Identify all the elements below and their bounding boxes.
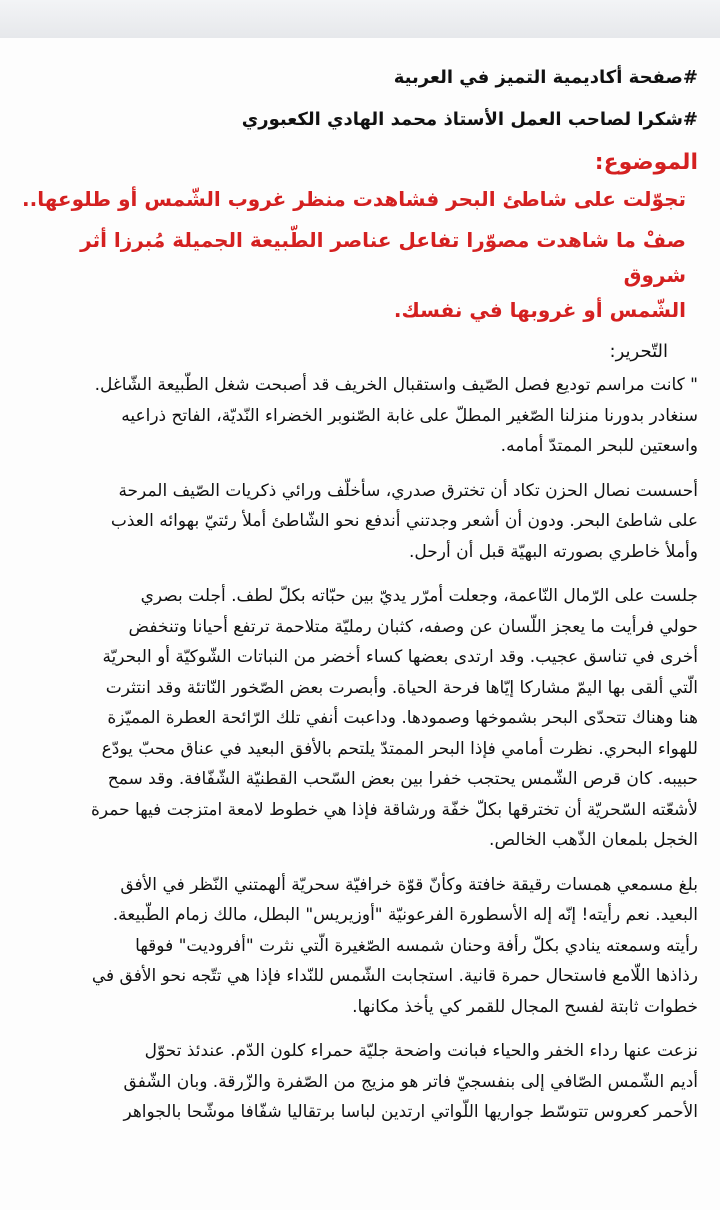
paragraph-line: أخرى في تناسق عجيب. وقد ارتدى بعضها كساء أخضر من النباتات الشّوكيّة أو البحريّة (102, 647, 698, 667)
paragraph-5 (22, 1036, 698, 1128)
paragraph-1 (22, 370, 698, 462)
paragraph-line: للهواء البحري. نظرت أمامي فإذا البحر الممتدّ يلتحم بالأفق البعيد في عناق محبّ يودّع (101, 738, 698, 759)
hashtag-page[interactable]: #صفحة أكاديمية التميز في العربية (393, 67, 698, 88)
paragraph-line: أحسست نصال الحزن تكاد أن تخترق صدري، سأخلّف ورائي ذكريات الصّيف المرحة (118, 480, 698, 501)
paragraph-line: على شاطئ البحر. ودون أن أشعر وجدتني أندفع نحو الشّاطئ أملأ رئتيّ بهوائه العذب (110, 511, 698, 531)
paragraph-line: حبيبه. كان قرص الشّمس يحتجب خفرا بين بعض السّحب القطنيّة الشّفّافة. وقد سمح (107, 769, 698, 789)
paragraph-line: هنا وهناك تتحدّى البحر بشموخها وصمودها. وداعبت أنفي تلك الرّائحة العطرة المميّزة (107, 708, 698, 728)
paragraph-line: رأيته وسمعته ينادي بكلّ رأفة وحنان شمسه الصّغيرة الّتي نثرت "أفروديت" فوقها (135, 935, 698, 956)
document-image (0, 38, 720, 1210)
paragraph-line: البعيد. نعم رأيته! إنّه إله الأسطورة الفرعونيّة "أوزيريس" البطل، مالك زمام الطّبيعة. (112, 905, 698, 925)
topic-line-2 (22, 223, 686, 328)
paragraph-line: الّتي ألقى بها اليمّ مشاركا إيّاها فرحة الحياة. وأبصرت بعض الصّخور النّاتئة وقد انتثرت (105, 677, 698, 698)
document-content (0, 38, 720, 1128)
topic-line-2a: صفْ ما شاهدت مصوّرا تفاعل عناصر الطّبيعة الجميلة مُبرزا أثر شروق (80, 228, 686, 287)
paragraph-line: أديم الشّمس الصّافي إلى بنفسجيّ فاتر هو مزيج من الصّفرة والزّرقة. وبان الشّفق (123, 1071, 698, 1092)
paragraph-3 (22, 581, 698, 856)
paragraph-2 (22, 476, 698, 568)
paragraph-line: لأشعّته السّحريّة أن تخترقها بكلّ خفّة ورشاقة فإذا هي خطوط لامعة امتزجت فيها حمرة (90, 799, 698, 820)
editing-label: التّحرير: (609, 341, 668, 362)
paragraph-4 (22, 870, 698, 1023)
paragraph-line: الأحمر كعروس تتوسّط جواريها اللّواتي ارتدين لباسا برتقاليا شفّافا موشّحا بالجواهر (123, 1102, 698, 1122)
topic-label: الموضوع: (594, 150, 698, 175)
paragraph-line: حولي فرأيت ما يعجز اللّسان عن وصفه، كثبان رمليّة متلاحمة ترتفع أحيانا وتنخفض (128, 616, 698, 637)
topic-line-2b: الشّمس أو غروبها في نفسك. (393, 298, 686, 322)
hashtag-thanks[interactable]: #شكرا لصاحب العمل الأستاذ محمد الهادي الكعبوري (241, 109, 698, 130)
paragraph-line: " كانت مراسم توديع فصل الصّيف واستقبال الخريف قد أصبحت شغل الطّبيعة الشّاغل. (94, 375, 698, 395)
paragraph-line: واسعتين للبحر الممتدّ أمامه. (500, 436, 698, 456)
paragraph-line: جلست على الرّمال النّاعمة، وجعلت أمرّر يديّ بين حبّاته بكلّ لطف. أجلت بصري (140, 586, 698, 606)
paragraph-line: خطوات ثابتة لفسح المجال للقمر كي يأخذ مكانها. (352, 996, 698, 1017)
paragraph-line: وأملأ خاطري بصورته البهيّة قبل أن أرحل. (409, 541, 698, 562)
topic-line-1: تجوّلت على شاطئ البحر فشاهدت منظر غروب الشّمس أو طلوعها.. (22, 187, 686, 211)
paragraph-line: رذاذها اللّامع فاستحال حمرة قانية. استجابت الشّمس للنّداء فإذا هي تتّجه نحو الأفق في (91, 966, 698, 986)
paragraph-line: نزعت عنها رداء الخفر والحياء فبانت واضحة جليّة حمراء كلون الدّم. عندئذ تحوّل (144, 1041, 698, 1061)
app-top-bar (0, 0, 720, 39)
paragraph-line: الخجل بلمعان الذّهب الخالص. (489, 830, 698, 850)
paragraph-line: بلغ مسمعي همسات رقيقة خافتة وكأنّ قوّة خرافيّة سحريّة ألهمتني النّظر في الأفق (120, 874, 698, 895)
paragraph-line: سنغادر بدورنا منزلنا الصّغير المطلّ على غابة الصّنوبر الخضراء النّديّة، الفاتح ذراعيه (121, 405, 698, 426)
